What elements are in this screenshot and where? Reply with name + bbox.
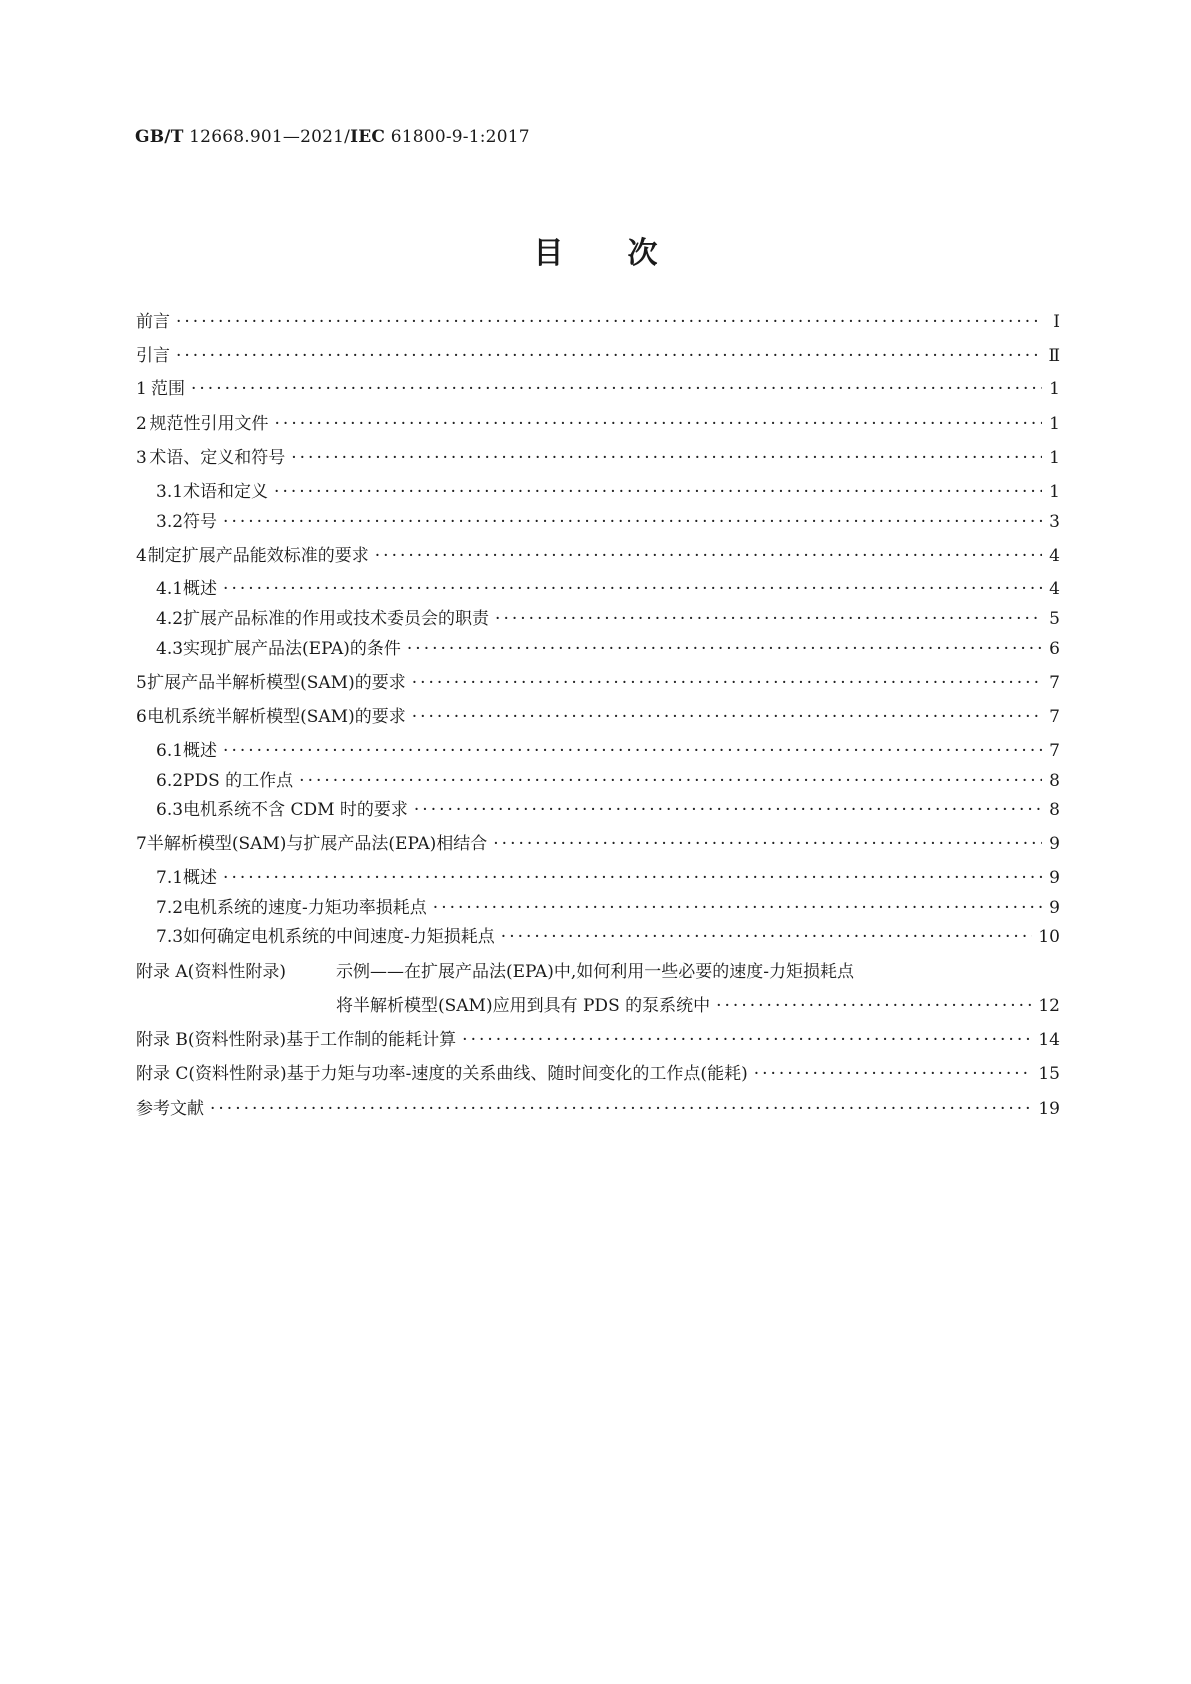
toc-entry-5[interactable]: 5 扩展产品半解析模型(SAM)的要求 ····· 7: [136, 668, 1060, 694]
toc-entry-6-1[interactable]: 6.1 概述 ····· 7: [136, 736, 1060, 762]
toc-entry-6-3[interactable]: 6.3 电机系统不含 CDM 时的要求 ····· 8: [136, 795, 1060, 821]
toc-entry-4-3[interactable]: 4.3 实现扩展产品法(EPA)的条件 ····· 6: [136, 634, 1060, 660]
toc-entry-introduction[interactable]: 引言 ····· Ⅱ: [136, 341, 1060, 367]
toc-entry-3-1[interactable]: 3.1 术语和定义 ····· 1: [136, 477, 1060, 503]
toc-entry-3-2[interactable]: 3.2 符号 ····· 3: [136, 507, 1060, 533]
toc-appendix-c[interactable]: 附录 C(资料性附录) 基于力矩与功率-速度的关系曲线、随时间变化的工作点(能耗) ····· 15: [136, 1059, 1060, 1085]
toc-entry-4-2[interactable]: 4.2 扩展产品标准的作用或技术委员会的职责 ····· 5: [136, 604, 1060, 630]
toc-entry-7[interactable]: 7 半解析模型(SAM)与扩展产品法(EPA)相结合 ····· 9: [136, 829, 1060, 855]
toc-entry-1[interactable]: 1 范围 ····· 1: [136, 374, 1060, 400]
title-right: 次: [627, 236, 658, 271]
toc-entry-7-1[interactable]: 7.1 概述 ····· 9: [136, 863, 1060, 889]
toc-entry-2[interactable]: 2 规范性引用文件 ····· 1: [136, 409, 1060, 435]
iec-prefix: IEC: [350, 127, 386, 147]
toc-entry-6-2[interactable]: 6.2 PDS 的工作点 ····· 8: [136, 766, 1060, 792]
toc-entry-6[interactable]: 6 电机系统半解析模型(SAM)的要求 ····· 7: [136, 702, 1060, 728]
toc-entry-references[interactable]: 参考文献 ····· 19: [136, 1094, 1060, 1120]
toc-appendix-a-continued[interactable]: 将半解析模型(SAM)应用到具有 PDS 的泵系统中 ····· 12: [136, 991, 1060, 1017]
iec-code: 61800-9-1:2017: [390, 127, 530, 147]
standard-code: 12668.901—2021/: [189, 127, 351, 147]
toc-entry-foreword[interactable]: 前言 ····· Ⅰ: [136, 307, 1060, 333]
toc-appendix-b[interactable]: 附录 B(资料性附录) 基于工作制的能耗计算 ····· 14: [136, 1025, 1060, 1051]
toc-entry-7-2[interactable]: 7.2 电机系统的速度-力矩功率损耗点 ····· 9: [136, 893, 1060, 919]
toc-entry-7-3[interactable]: 7.3 如何确定电机系统的中间速度-力矩损耗点 ····· 10: [136, 922, 1060, 948]
standard-prefix: GB/T: [135, 127, 184, 147]
title-left: 目: [533, 236, 564, 271]
document-header: [135, 127, 530, 147]
toc-appendix-a[interactable]: 附录 A(资料性附录) 示例——在扩展产品法(EPA)中,如何利用一些必要的速度-力矩损耗点: [136, 962, 854, 982]
page-title: [0, 228, 1191, 272]
toc-entry-3[interactable]: 3 术语、定义和符号 ····· 1: [136, 443, 1060, 469]
toc-entry-4-1[interactable]: 4.1 概述 ····· 4: [136, 574, 1060, 600]
toc-entry-4[interactable]: 4 制定扩展产品能效标准的要求 ····· 4: [136, 541, 1060, 567]
